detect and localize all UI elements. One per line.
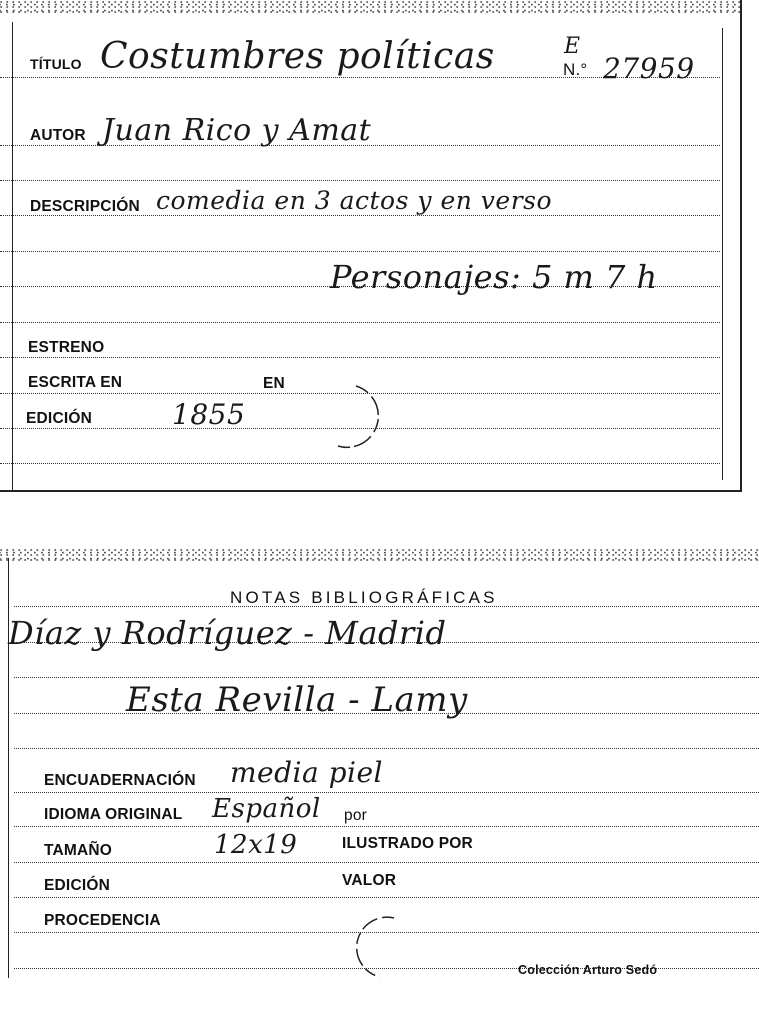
escrita-en-label: ESCRITA EN (28, 374, 123, 391)
rule-tamano (14, 862, 759, 863)
numero-value: 27959 (603, 52, 695, 85)
valor-label: VALOR (342, 872, 397, 889)
encuadernacion-label: ENCUADERNACIÓN (44, 772, 196, 789)
card-bottom-edge (0, 548, 759, 562)
left-margin-line (12, 22, 13, 492)
card-top-edge (0, 0, 740, 14)
tamano-label: TAMAÑO (44, 842, 113, 859)
ilustrado-label: ILUSTRADO POR (342, 835, 473, 852)
catalog-card-top (0, 0, 742, 492)
rule (14, 748, 759, 749)
personajes-value: Personajes: 5 m 7 h (330, 258, 658, 296)
estreno-label: ESTRENO (28, 339, 105, 356)
encuadernacion-value: media piel (230, 756, 383, 789)
en-label: EN (263, 375, 285, 392)
numero-label: N.° (563, 60, 588, 79)
edicion-value: 1855 (172, 398, 246, 431)
catalog-card-bottom (0, 548, 759, 1018)
autor-label: AUTOR (30, 127, 86, 144)
rule-encuadernacion (14, 792, 759, 793)
titulo-label: TÍTULO (30, 56, 82, 72)
edicion-label: EDICIÓN (26, 410, 92, 427)
rule (0, 251, 720, 252)
por-label: por (344, 807, 368, 824)
rule-estreno (0, 357, 720, 358)
rule (0, 322, 720, 323)
descripcion-value: comedia en 3 actos y en verso (156, 186, 553, 215)
tamano-value: 12x19 (214, 830, 298, 860)
note-line-1: Díaz y Rodríguez - Madrid (8, 614, 447, 652)
idioma-value: Español (212, 794, 321, 824)
procedencia-label: PROCEDENCIA (44, 912, 161, 929)
note-line-2: Esta Revilla - Lamy (126, 680, 468, 720)
edicion-label: EDICIÓN (44, 877, 110, 894)
rule-idioma (14, 826, 759, 827)
idioma-label: IDIOMA ORIGINAL (44, 806, 183, 823)
numero-prefix: E (564, 34, 581, 59)
autor-value: Juan Rico y Amat (102, 113, 372, 148)
right-margin-line (722, 28, 723, 480)
coleccion-label: Colección Arturo Sedó (518, 963, 658, 977)
descripcion-label: DESCRIPCIÓN (30, 198, 140, 215)
rule-edicion (14, 897, 759, 898)
punch-hole-icon (356, 914, 420, 980)
rule (14, 677, 759, 678)
rule (0, 463, 720, 464)
titulo-value: Costumbres políticas (100, 36, 495, 77)
punch-hole-icon (318, 382, 382, 450)
notas-heading: NOTAS BIBLIOGRÁFICAS (230, 588, 498, 607)
rule (0, 180, 720, 181)
